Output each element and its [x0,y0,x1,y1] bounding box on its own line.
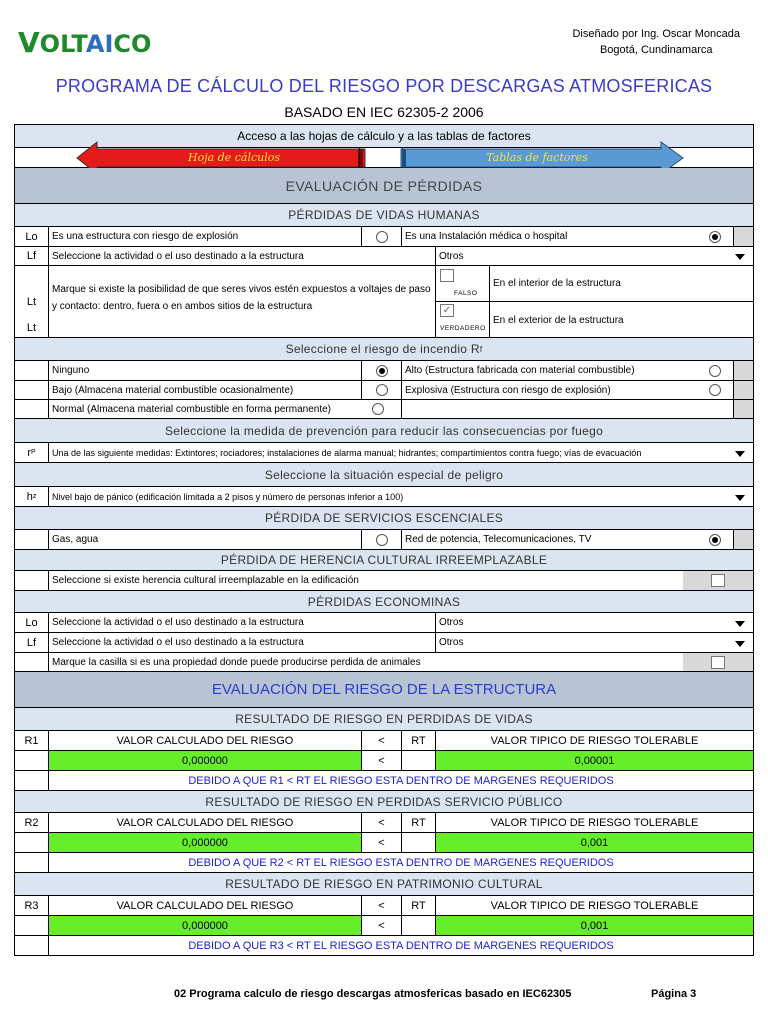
footer-document-title: 02 Programa calculo de riesgo descargas atmosfericas basado en IEC62305 [174,988,572,1000]
risk-section-header [14,672,754,708]
r2-message-row [14,853,754,873]
prevention-dropdown-value: Una de las siguiente medidas: Extintores; rociadores; instalaciones de alarma manual; hidrantes; compartimientos contra fuego; vías de evacuación [52,447,642,458]
economic-lf-row [14,633,754,653]
fire-risk-title [15,338,753,360]
navigation-arrows-row [14,148,754,168]
r1-message-code [15,771,48,790]
economic-lf-label: Seleccione la actividad o el uso destinado a la estructura [48,633,435,652]
danger-header [14,463,754,487]
rp-code-main: r [27,446,31,459]
services-row [14,530,754,550]
fire-low-radio[interactable] [376,384,388,396]
r1-tolerable-value: 0,00001 [435,751,753,770]
r1-header [14,708,754,731]
risk-title: EVALUACIÓN DEL RIESGO DE LA ESTRUCTURA [211,681,557,698]
r3-values-code [15,916,48,935]
services-side [733,530,753,549]
r2-value-gap [401,833,435,852]
explosion-risk-label: Es una estructura con riesgo de explosión [48,227,361,246]
prevention-dropdown[interactable] [48,443,753,462]
r3-values-row [14,916,754,936]
r3-tolerable-header: VALOR TIPICO DE RIESGO TOLERABLE [435,896,753,915]
inside-checkbox-state: FALSO [454,290,478,297]
fire-risk-header [14,338,754,361]
r2-calc-header: VALOR CALCULADO DEL RIESGO [48,813,361,832]
economic-lo-value: Otros [439,617,464,628]
animals-checkbox[interactable] [711,656,725,669]
access-label: Acceso a las hojas de cálculo y a las tablas de factores [237,129,531,143]
danger-dropdown[interactable] [48,487,753,506]
r1-value-lt: < [361,751,401,770]
r3-message-code [15,936,48,955]
fire-option-normal: Normal (Almacena material combustible en forma permanente) [48,400,372,418]
lt-code: Lt [26,296,37,308]
r3-message-row [14,936,754,956]
human-lo-row [14,227,754,247]
r1-code: R1 [24,734,39,747]
fire-normal-radio[interactable] [372,403,384,415]
r2-message: DEBIDO A QUE R2 < RT EL RIESGO ESTA DENTRO DE MARGENES REQUERIDOS [48,853,753,872]
lo-code: Lo [25,230,38,243]
r1-calc-header: VALOR CALCULADO DEL RIESGO [48,731,361,750]
r2-title: RESULTADO DE RIESGO EN PERDIDAS SERVICIO PÚBLICO [205,794,563,809]
economic-lo-row [14,613,754,633]
explosion-risk-radio-cell [361,227,401,246]
dropdown-arrow-icon [735,451,745,457]
r3-calculated-value: 0,000000 [48,916,361,935]
page-subtitle: BASADO EN IEC 62305-2 2006 [284,104,484,120]
heritage-label: Seleccione si existe herencia cultural irreemplazable en la edificación [48,571,683,590]
r3-labels-row [14,896,754,916]
fire-risk-title-sub: f [479,344,483,354]
spreadsheet-link[interactable]: Hoja de cálculos [188,151,280,164]
r1-message-row [14,771,754,791]
fire-option-high: Alto (Estructura fabricada con material combustible) [401,361,697,380]
fire-explosive-radio[interactable] [709,384,721,396]
r3-rt: RT [401,896,435,915]
fire-row-1-side [733,361,753,380]
economic-lf-dropdown[interactable] [435,633,753,652]
power-telecom-radio[interactable] [709,534,721,546]
gas-water-radio-cell [361,530,401,549]
human-losses-title: PÉRDIDAS DE VIDAS HUMANAS [288,208,480,222]
factor-tables-link[interactable]: Tablas de factores [486,151,588,164]
r2-tolerable-header: VALOR TIPICO DE RIESGO TOLERABLE [435,813,753,832]
r3-message: DEBIDO A QUE R3 < RT EL RIESGO ESTA DENTRO DE MARGENES REQUERIDOS [48,936,753,955]
r1-tolerable-header: VALOR TIPICO DE RIESGO TOLERABLE [435,731,753,750]
outside-checkbox[interactable]: ✓ [440,304,454,317]
r1-lt-symbol: < [361,731,401,750]
fire-row-3-side [733,400,753,418]
hz-code-main: h [26,490,33,503]
losses-section-header [14,168,754,204]
human-lf-row [14,247,754,266]
gas-water-label: Gas, agua [48,530,361,549]
fire-row-2-code [15,381,48,399]
fire-option-low: Bajo (Almacena material combustible ocasionalmente) [48,381,361,399]
designer-name: Diseñado por Ing. Oscar Moncada [572,28,740,40]
fire-row-1 [14,361,754,381]
fire-high-radio[interactable] [709,365,721,377]
economic-lo-code: Lo [25,616,38,629]
danger-row [14,487,754,507]
fire-row-3-empty [401,400,733,418]
designer-location: Bogotá, Cundinamarca [599,44,713,56]
hospital-label: Es una Instalación médica o hospital [401,227,697,246]
lo-side-cell [733,227,753,246]
animals-row [14,653,754,672]
r3-title: RESULTADO DE RIESGO EN PATRIMONIO CULTURAL [225,877,543,891]
r2-tolerable-value: 0,001 [435,833,753,852]
heritage-title: PÉRDIDA DE HERENCIA CULTURAL IRREEMPLAZABLE [220,553,548,567]
outside-checkbox-cell [435,302,489,338]
r3-calc-header: VALOR CALCULADO DEL RIESGO [48,896,361,915]
r3-value-gap [401,916,435,935]
fire-high-radio-cell [697,361,733,380]
r1-calculated-value: 0,000000 [48,751,361,770]
r2-labels-row [14,813,754,833]
r1-labels-row [14,731,754,751]
danger-title: Seleccione la situación especial de peligro [264,467,504,482]
animals-label: Marque la casilla si es una propiedad donde puede producirse perdida de animales [48,653,683,671]
services-code [15,530,48,549]
r2-calculated-value: 0,000000 [48,833,361,852]
r3-lt-symbol: < [361,896,401,915]
heritage-row [14,571,754,591]
inside-label: En el interior de la estructura [489,266,753,302]
economic-lf-code: Lf [26,636,37,649]
power-telecom-radio-cell [697,530,733,549]
heritage-checkbox-cell [683,571,753,590]
r2-values-row [14,833,754,853]
dropdown-arrow-icon [735,495,745,501]
rp-code [15,443,48,462]
fire-option-none: Ninguno [48,361,361,380]
fire-none-radio-cell [361,361,401,380]
fire-explosive-radio-cell [697,381,733,399]
r2-message-code [15,853,48,872]
animals-checkbox-cell [683,653,753,671]
r1-values-code [15,751,48,770]
rp-code-sub: P [31,449,36,456]
power-telecom-label: Red de potencia, Telecomunicaciones, TV [401,530,697,549]
r3-header [14,873,754,896]
prevention-title: Seleccione la medida de prevención para reducir las consecuencias por fuego [164,423,604,438]
dropdown-arrow-icon [735,254,745,260]
fire-low-radio-cell [361,381,401,399]
activity-dropdown[interactable] [435,247,753,265]
economic-lf-value: Otros [439,637,464,648]
r1-title: RESULTADO DE RIESGO EN PERDIDAS DE VIDAS [235,712,533,726]
dropdown-arrow-icon [735,641,745,647]
calculation-sheet [14,124,754,956]
lt-code-2: Lt [26,322,37,334]
page-header [0,0,768,75]
heritage-checkbox[interactable] [711,574,725,587]
human-losses-header [14,204,754,227]
lf-code: Lf [26,250,37,262]
hz-code-sub: z [32,493,37,500]
services-title: PÉRDIDA DE SERVICIOS ESCENCIALES [264,511,504,525]
fire-row-2-side [733,381,753,399]
r2-values-code [15,833,48,852]
r2-header [14,791,754,813]
prevention-header [14,419,754,443]
r1-rt: RT [401,731,435,750]
fire-row-2 [14,381,754,400]
r1-values-row [14,751,754,771]
fire-risk-title-text: Seleccione el riesgo de incendio R [285,342,480,356]
heritage-header [14,550,754,571]
r2-value-lt: < [361,833,401,852]
animals-code [15,653,48,671]
hz-code [15,487,48,506]
heritage-code [15,571,48,590]
fire-normal-radio-cell [372,400,401,418]
fire-option-explosive: Explosiva (Estructura con riesgo de explosión) [401,381,697,399]
footer-page-number: Página 3 [651,988,697,1000]
inside-checkbox[interactable] [440,269,454,282]
r2-rt: RT [401,813,435,832]
exposure-label: Marque si existe la posibilidad de que seres vivos estén expuestos a voltajes de paso y contacto: dentro, fuera o en ambos sitios de la estructura [48,266,435,337]
outside-checkbox-state: VERDADERO [440,325,486,332]
hospital-radio-cell [697,227,733,246]
arrow-gap [359,148,403,167]
dropdown-arrow-icon [735,621,745,627]
outside-label: En el exterior de la estructura [489,302,753,338]
r2-code: R2 [24,816,39,829]
r2-lt-symbol: < [361,813,401,832]
activity-label: Seleccione la actividad o el uso destinado a la estructura [48,247,435,265]
economic-header [14,591,754,613]
gas-water-radio[interactable] [376,534,388,546]
economic-lo-dropdown[interactable] [435,613,753,632]
danger-dropdown-value: Nivel bajo de pánico (edificación limitada a 2 pisos y número de personas inferior a 100) [52,491,404,502]
r1-value-gap [401,751,435,770]
fire-row-3-code [15,400,48,418]
inside-checkbox-cell [435,266,489,302]
explosion-risk-radio[interactable] [376,231,388,243]
losses-title: EVALUACIÓN DE PÉRDIDAS [285,177,483,194]
services-header [14,507,754,530]
human-lt-row [14,266,754,338]
voltaico-logo: VOLTAICO [18,26,152,59]
economic-title: PÉRDIDAS ECONOMINAS [307,594,461,609]
hospital-radio[interactable] [709,231,721,243]
designer-credit [572,26,740,58]
page-title: PROGRAMA DE CÁLCULO DEL RIESGO POR DESCARGAS ATMOSFERICAS [55,76,713,96]
prevention-row [14,443,754,463]
r1-message: DEBIDO A QUE R1 < RT EL RIESGO ESTA DENTRO DE MARGENES REQUERIDOS [48,771,753,790]
fire-none-radio[interactable] [376,365,388,377]
r3-tolerable-value: 0,001 [435,916,753,935]
r3-code: R3 [24,899,39,912]
blue-arrow-edge [402,149,406,167]
fire-row-3 [14,400,754,419]
fire-row-1-code [15,361,48,380]
activity-dropdown-value: Otros [439,250,464,262]
r3-value-lt: < [361,916,401,935]
economic-lo-label: Seleccione la actividad o el uso destinado a la estructura [48,613,435,632]
